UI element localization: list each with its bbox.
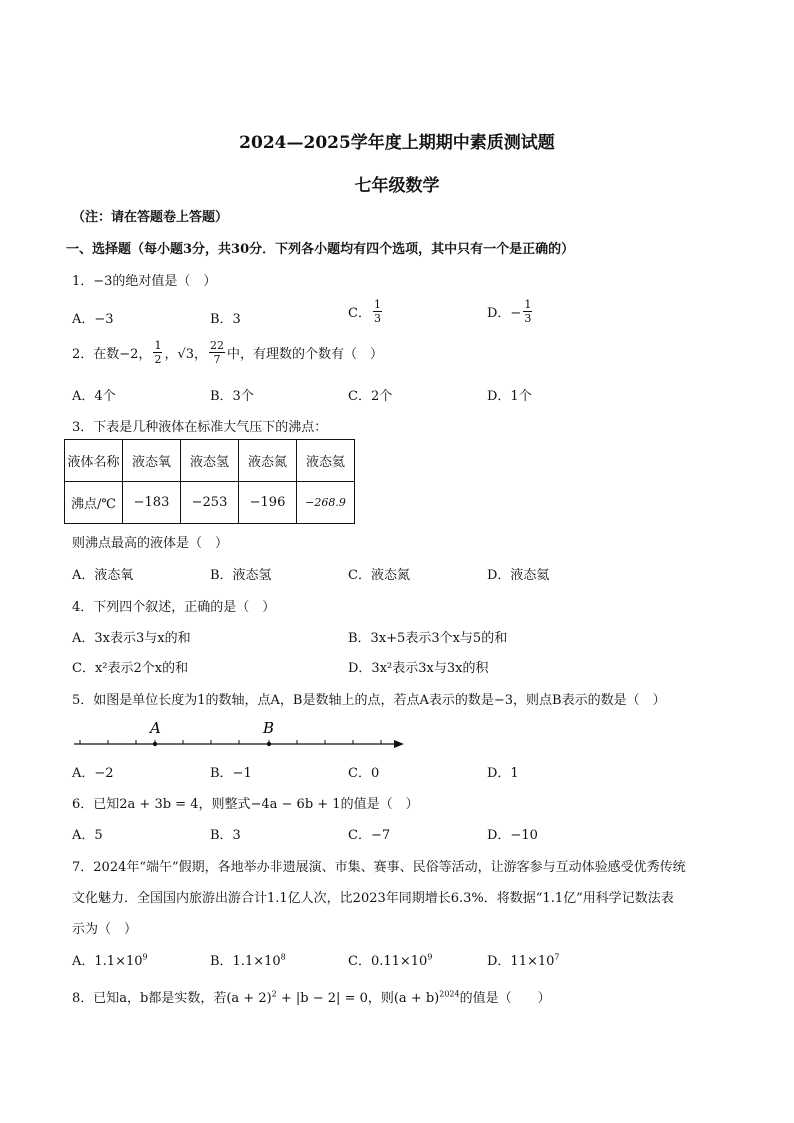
q1-option-d bbox=[487, 298, 534, 325]
q2-option-d: D．1个 bbox=[487, 389, 532, 404]
boiling-point-table bbox=[64, 439, 355, 524]
q4-option-d: D．3x²表示3x与3x的积 bbox=[348, 661, 489, 676]
arrow-right-icon bbox=[394, 740, 404, 748]
table-cell: −183 bbox=[123, 482, 181, 524]
question-3-stem: 3．下表是几种液体在标准大气压下的沸点： bbox=[72, 420, 328, 435]
number-line-diagram bbox=[70, 712, 410, 754]
q2-option-c: C．2个 bbox=[348, 389, 393, 404]
q3-option-c: C．液态氮 bbox=[348, 568, 410, 583]
q2-option-b: B．3个 bbox=[210, 389, 254, 404]
question-6-stem: 6．已知2a + 3b = 4，则整式−4a − 6b + 1的值是（ ） bbox=[72, 797, 419, 812]
q2-option-a: A．4个 bbox=[72, 389, 116, 404]
question-7-line-1: 7．2024年“端午”假期，各地举办非遗展演、市集、赛事、民俗等活动，让游客参与互动体验感受优秀传统 bbox=[72, 860, 686, 875]
page-subtitle: 七年级数学 bbox=[354, 176, 440, 196]
q3-option-b: B．液态氢 bbox=[210, 568, 272, 583]
q7-option-b: B．$1.1\times 10^8$ bbox=[210, 952, 286, 969]
q6-option-d: D．−10 bbox=[487, 828, 538, 843]
q7-option-c: C．$0.11\times 10^9$ bbox=[348, 952, 433, 969]
page-title: 2024—2025学年度上期期中素质测试题 bbox=[239, 133, 555, 153]
question-3-prompt: 则沸点最高的液体是（ ） bbox=[72, 536, 229, 551]
section-heading: 一、选择题（每小题3分，共30分．下列各小题均有四个选项，其中只有一个是正确的） bbox=[66, 242, 575, 257]
table-cell: 液态氮 bbox=[239, 440, 297, 482]
q1-option-c-label: C． bbox=[348, 306, 371, 321]
table-cell: −268.9 bbox=[297, 482, 355, 524]
q1-option-c bbox=[348, 298, 384, 325]
q5-option-a: A．−2 bbox=[72, 766, 114, 781]
q4-option-c: C．x²表示2个x的和 bbox=[72, 661, 189, 676]
q4-option-b: B．3x+5表示3个x与5的和 bbox=[348, 631, 508, 646]
question-2-stem: 2．在数−2， $\frac{1}{2}$ ，√3， $\frac{22}{7}$ 中，有理数的个数有（ ） bbox=[72, 339, 384, 366]
q3-option-a: A．液态氧 bbox=[72, 568, 134, 583]
point-a-label: A bbox=[150, 719, 161, 737]
q6-option-b: B．3 bbox=[210, 828, 241, 843]
fraction: $\frac{22}{7}$ bbox=[210, 339, 224, 366]
question-4-stem: 4．下列四个叙述，正确的是（ ） bbox=[72, 600, 276, 615]
fraction: $\frac{1}{3}$ bbox=[373, 298, 381, 325]
q1-option-a: A．−3 bbox=[72, 312, 114, 327]
table-cell: 液态氦 bbox=[297, 440, 355, 482]
question-5-stem: 5．如图是单位长度为1的数轴，点A，B是数轴上的点，若点A表示的数是−3，则点B表示的数是（ ） bbox=[72, 693, 666, 708]
point-b bbox=[267, 742, 271, 746]
point-b-label: B bbox=[263, 719, 275, 737]
question-8-stem: 8．已知a，b都是实数，若$(a + 2)^2 + |b - 2| = 0$，则$(a + b)^{2024}$的值是（ ） bbox=[72, 989, 551, 1006]
q1-option-d-label: D．− bbox=[487, 306, 522, 321]
question-7-line-2: 文化魅力．全国国内旅游出游合计1.1亿人次，比2023年同期增长6.3%．将数据“1.1亿”用科学记数法表 bbox=[72, 891, 674, 906]
table-cell: 液态氧 bbox=[123, 440, 181, 482]
table-cell: 沸点/℃ bbox=[65, 482, 123, 524]
table-row bbox=[65, 482, 355, 524]
q7-option-d: D．$11\times 10^7$ bbox=[487, 952, 560, 969]
question-7-line-3: 示为（ ） bbox=[72, 922, 138, 937]
q3-option-d: D．液态氦 bbox=[487, 568, 550, 583]
q5-option-d: D．1 bbox=[487, 766, 519, 781]
table-cell: −196 bbox=[239, 482, 297, 524]
q6-option-c: C．−7 bbox=[348, 828, 391, 843]
fraction: $\frac{1}{2}$ bbox=[154, 339, 162, 366]
point-a bbox=[153, 742, 157, 746]
exam-note: （注：请在答题卷上答题） bbox=[72, 210, 229, 225]
table-cell: 液态氢 bbox=[181, 440, 239, 482]
question-1-stem: 1．−3的绝对值是（ ） bbox=[72, 274, 217, 289]
fraction: $\frac{1}{3}$ bbox=[524, 298, 532, 325]
q1-option-b: B．3 bbox=[210, 312, 241, 327]
q4-option-a: A．3x表示3与x的和 bbox=[72, 631, 191, 646]
q5-option-b: B．−1 bbox=[210, 766, 252, 781]
q5-option-c: C．0 bbox=[348, 766, 380, 781]
q6-option-a: A．5 bbox=[72, 828, 103, 843]
table-cell: −253 bbox=[181, 482, 239, 524]
table-row bbox=[65, 440, 355, 482]
q7-option-a: A．$1.1\times 10^9$ bbox=[72, 952, 148, 969]
table-cell: 液体名称 bbox=[65, 440, 123, 482]
